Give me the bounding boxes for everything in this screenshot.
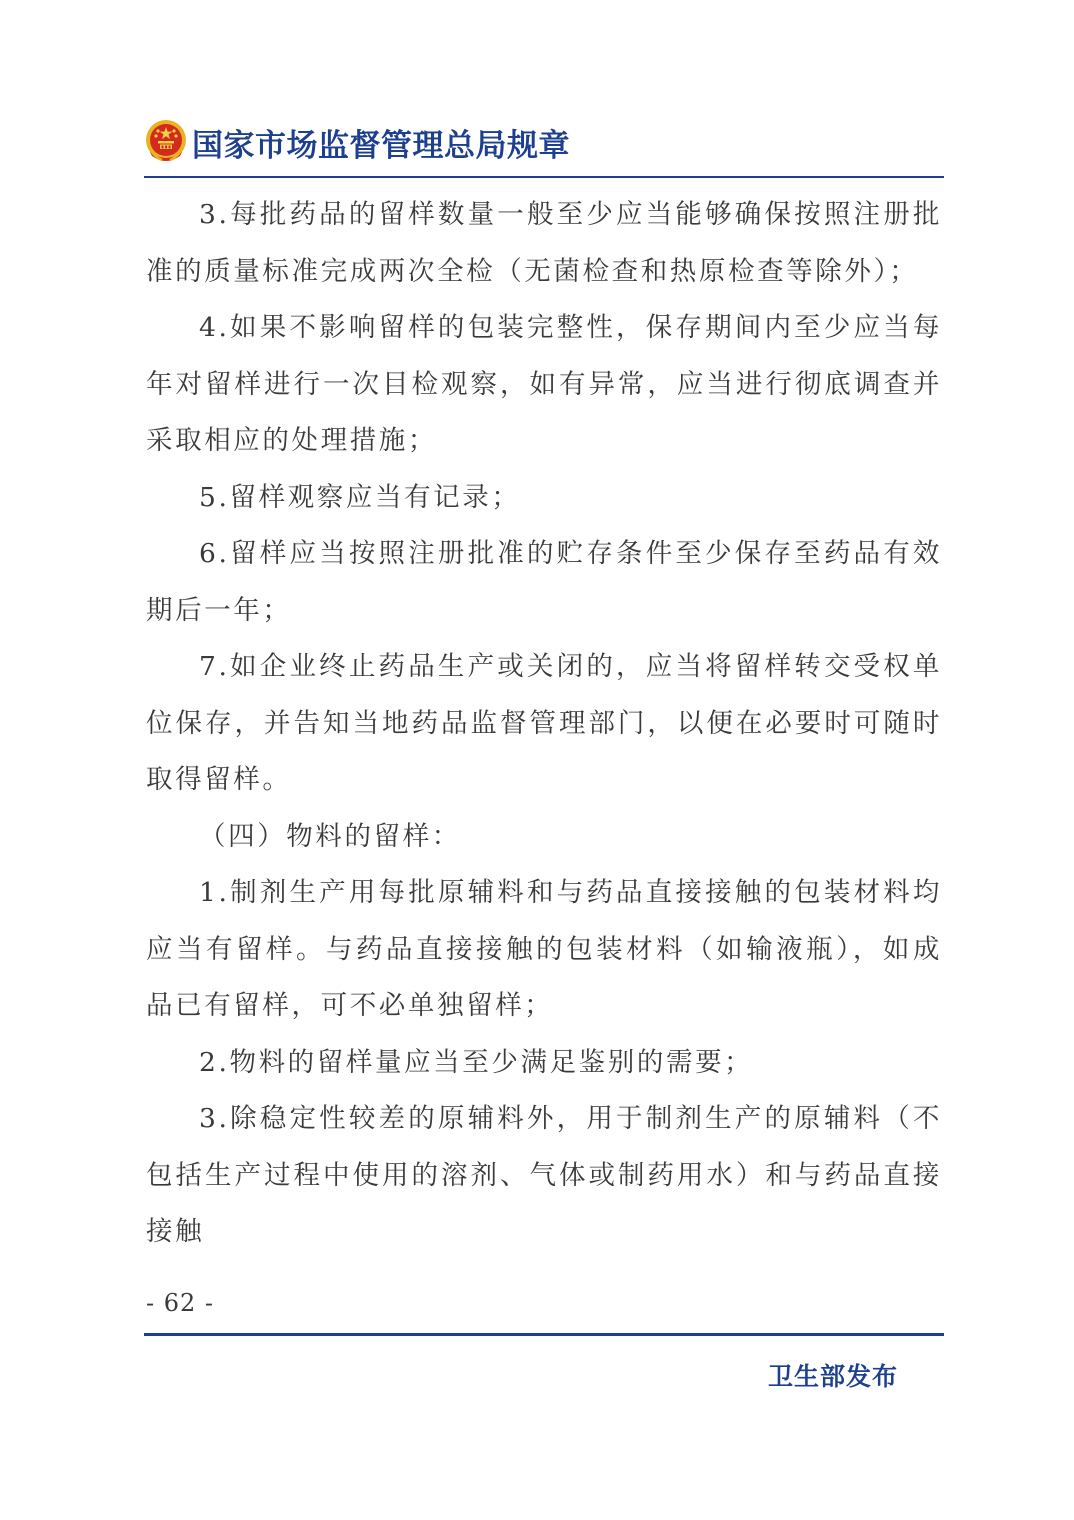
footer-publisher: 卫生部发布: [767, 1362, 898, 1391]
header-title: 国家市场监督管理总局规章: [192, 127, 570, 164]
paragraph: 3.每批药品的留样数量一般至少应当能够确保按照注册批准的质量标准完成两次全检（无菌检查和热原检查等除外）；: [146, 199, 942, 287]
paragraph: 5.留样观察应当有记录；: [199, 481, 521, 513]
paragraph: 6.留样应当按照注册批准的贮存条件至少保存至药品有效期后一年；: [146, 538, 942, 626]
paragraph: 4.如果不影响留样的包装完整性，保存期间内至少应当每年对留样进行一次目检观察，如有异常，应当进行彻底调查并采取相应的处理措施；: [146, 312, 942, 456]
page-number: - 62 -: [146, 1289, 215, 1317]
paragraph: 7.如企业终止药品生产或关闭的，应当将留样转交受权单位保存，并告知当地药品监督管理部门，以便在必要时可随时取得留样。: [146, 651, 942, 795]
national-emblem-icon: [144, 118, 188, 166]
page-header: [144, 112, 944, 172]
section-heading: （四）物料的留样：: [199, 820, 461, 852]
paragraph: 3.除稳定性较差的原辅料外，用于制剂生产的原辅料（不包括生产过程中使用的溶剂、气体或制药用水）和与药品直接接触: [146, 1103, 942, 1247]
header-divider: [144, 176, 944, 178]
paragraph: 1.制剂生产用每批原辅料和与药品直接接触的包装材料均应当有留样。与药品直接接触的包装材料（如输液瓶），如成品已有留样，可不必单独留样；: [146, 877, 942, 1021]
paragraph: 2.物料的留样量应当至少满足鉴别的需要；: [199, 1046, 754, 1078]
footer-divider: [144, 1333, 944, 1336]
document-body: [146, 187, 942, 1261]
